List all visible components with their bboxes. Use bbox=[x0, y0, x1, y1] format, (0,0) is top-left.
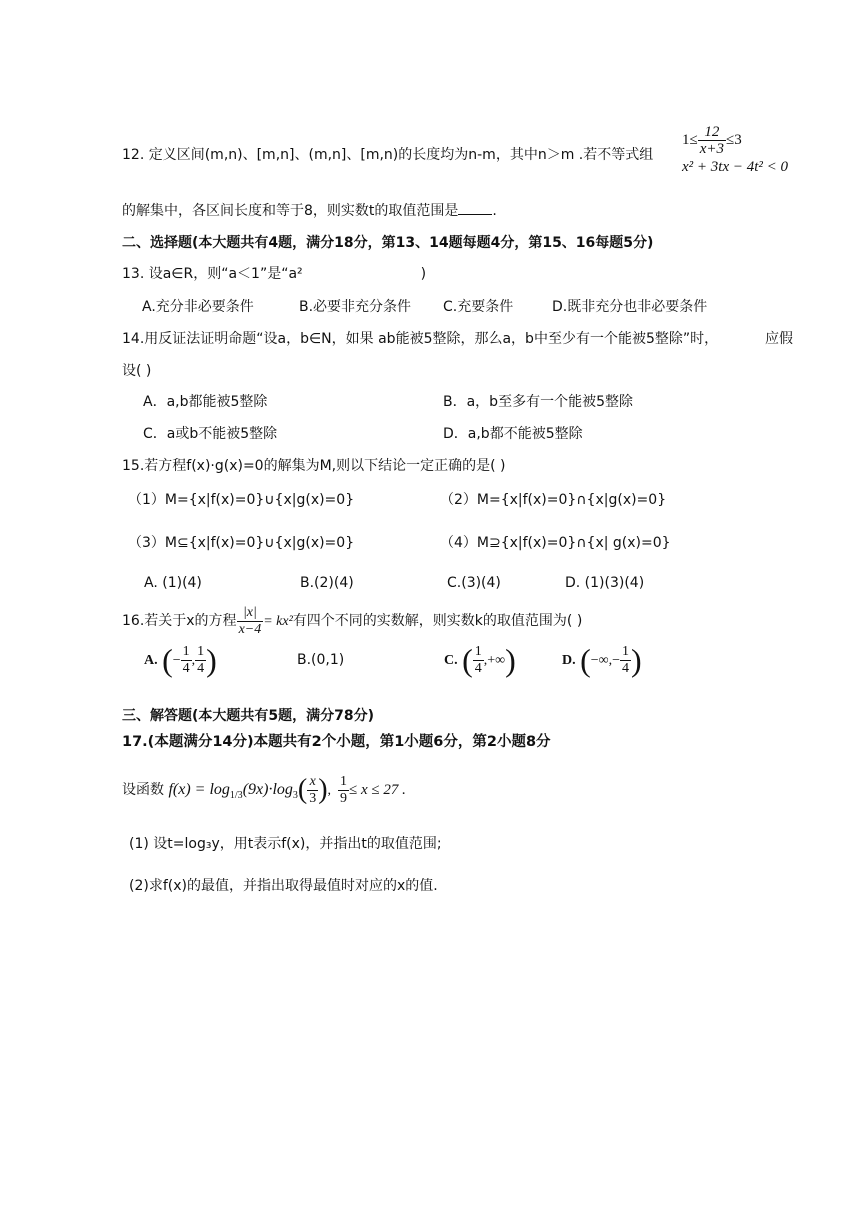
q16-option-a: A. (− $\frac{1}{4}$ , $\frac{1}{4}$ ) bbox=[144, 642, 217, 678]
q17-frac-den: 3 bbox=[309, 790, 317, 806]
q12-sys-den: x+3 bbox=[699, 141, 725, 157]
q14-stem1: 14.用反证法证明命题“设a，b∈N，如果 ab能被5整除，那么a，b中至少有一个能被5整除”时， bbox=[122, 331, 719, 347]
q17-func-base2: 3 bbox=[292, 789, 298, 801]
q16-a-left-den: 4 bbox=[182, 660, 190, 676]
q17-func-lead: 设函数 bbox=[122, 782, 164, 798]
section3-heading: 三、解答题(本大题共有5题，满分78分) bbox=[122, 708, 375, 724]
q15-conclusion-1: （1）M={x|f(x)=0}∪{x|g(x)=0} bbox=[128, 492, 355, 508]
q12-sys-num: 12 bbox=[698, 124, 726, 141]
q13-option-b: B.必要非充分条件 bbox=[299, 299, 412, 315]
q16-eq-num: |x| bbox=[237, 605, 264, 622]
section2-heading: 二、选择题(本大题共有4题，满分18分，第13、14题每题4分，第15、16每题5分) bbox=[122, 235, 654, 251]
q16-d-num: 1 bbox=[622, 643, 630, 659]
q12-sys-lead: 1≤ bbox=[682, 131, 698, 148]
q15-conclusion-4: （4）M⊇{x|f(x)=0}∩{x| g(x)=0} bbox=[440, 535, 671, 551]
q14-stem1-end: 应假 bbox=[765, 331, 793, 347]
q16-a-label: A. bbox=[144, 653, 158, 668]
q14-option-b: B．a，b至多有一个能被5整除 bbox=[443, 394, 633, 410]
q16-c-num: 1 bbox=[474, 643, 482, 659]
q15-conclusion-2: （2）M={x|f(x)=0}∩{x|g(x)=0} bbox=[440, 492, 667, 508]
q13-stem bbox=[122, 264, 426, 284]
q16-d-label: D. bbox=[562, 653, 576, 668]
q16-a-right-num: 1 bbox=[197, 643, 205, 659]
q15-conclusion-3: （3）M⊆{x|f(x)=0}∪{x|g(x)=0} bbox=[128, 535, 355, 551]
q14-stem2: 设( ) bbox=[122, 363, 152, 379]
q16-eq-tail: = kx² bbox=[263, 614, 293, 629]
q13-option-c: C.充要条件 bbox=[443, 299, 514, 315]
q15-stem: 15.若方程f(x)·g(x)=0的解集为M,则以下结论一定正确的是( ) bbox=[122, 458, 506, 474]
q17-dom-tail: ≤ x ≤ 27 . bbox=[349, 782, 406, 798]
q15-option-d: D. (1)(3)(4) bbox=[565, 575, 645, 591]
q16-d-den: 4 bbox=[622, 660, 630, 676]
q15-option-c: C.(3)(4) bbox=[447, 575, 501, 591]
q17-title: 17.(本题满分14分)本题共有2个小题，第1小题6分，第2小题8分 bbox=[122, 734, 551, 750]
q12-inequality-system bbox=[682, 124, 788, 176]
q17-dom-den: 9 bbox=[340, 790, 348, 806]
q17-frac-num: x bbox=[307, 774, 318, 791]
q16-c-den: 4 bbox=[474, 660, 482, 676]
q12-sys-line2: x² + 3tx − 4t² < 0 bbox=[682, 159, 789, 175]
q16-stem-a: 16.若关于x的方程 bbox=[122, 613, 237, 629]
q16-a-left-num: 1 bbox=[182, 643, 190, 659]
q16-stem-b: 有四个不同的实数解，则实数k的取值范围为( ) bbox=[292, 613, 583, 629]
q12-sys-tail: ≤3 bbox=[726, 131, 742, 148]
q16-c-tail: ,+∞ bbox=[483, 653, 506, 668]
q13-stem-text: 13. 设a∈R，则“a＜1”是“a² bbox=[122, 266, 303, 282]
q14-option-a: A．a,b都能被5整除 bbox=[143, 394, 268, 410]
q12-line1: 12. 定义区间(m,n)、[m,n]、(m,n]、[m,n)的长度均为n-m，其中n＞m .若不等式组 bbox=[122, 147, 654, 163]
q16-option-d: D. (−∞,− $\frac{1}{4}$ ) bbox=[562, 642, 642, 678]
q16-eq-den: x−4 bbox=[238, 621, 262, 637]
q17-func-mid: (9x)·log bbox=[242, 781, 293, 798]
q17-part2: (2)求f(x)的最值，并指出取得最值时对应的x的值. bbox=[129, 878, 438, 894]
q15-option-a: A. (1)(4) bbox=[144, 575, 202, 591]
q16-d-head: −∞,− bbox=[590, 653, 621, 668]
q16-stem bbox=[122, 603, 582, 640]
q17-part1: (1) 设t=log₃y，用t表示f(x)，并指出t的取值范围; bbox=[129, 836, 442, 852]
q12-line2-end: . bbox=[492, 203, 497, 219]
q15-option-b: B.(2)(4) bbox=[300, 575, 354, 591]
q17-dom-num: 1 bbox=[340, 773, 348, 789]
q17-function-def: 设函数 $f(x) = \log_{1/3}(9x)\cdot\log_3$( $\frac{x}{3}$ ), $\frac{1}{9}$ ≤ x ≤ 27 . bbox=[122, 773, 406, 806]
q12-line2 bbox=[122, 200, 497, 221]
q16-a-right-den: 4 bbox=[197, 660, 205, 676]
q16-c-label: C. bbox=[444, 653, 458, 668]
q13-option-a: A.充分非必要条件 bbox=[142, 299, 254, 315]
q14-option-d: D．a,b都不能被5整除 bbox=[443, 426, 583, 442]
q17-func-expr: f(x) = log bbox=[168, 781, 230, 798]
q14-option-c: C．a或b不能被5整除 bbox=[143, 426, 278, 442]
q13-stem-end: ) bbox=[420, 266, 427, 282]
q16-option-c: C. ( $\frac{1}{4}$ ,+∞) bbox=[444, 642, 516, 678]
q12-line2-text: 的解集中，各区间长度和等于8，则实数t的取值范围是 bbox=[122, 203, 459, 219]
q17-func-base: 1/3 bbox=[229, 789, 243, 801]
q16-option-b: B.(0,1) bbox=[297, 652, 345, 668]
q12-answer-blank bbox=[458, 200, 492, 215]
q13-option-d: D.既非充分也非必要条件 bbox=[552, 299, 708, 315]
